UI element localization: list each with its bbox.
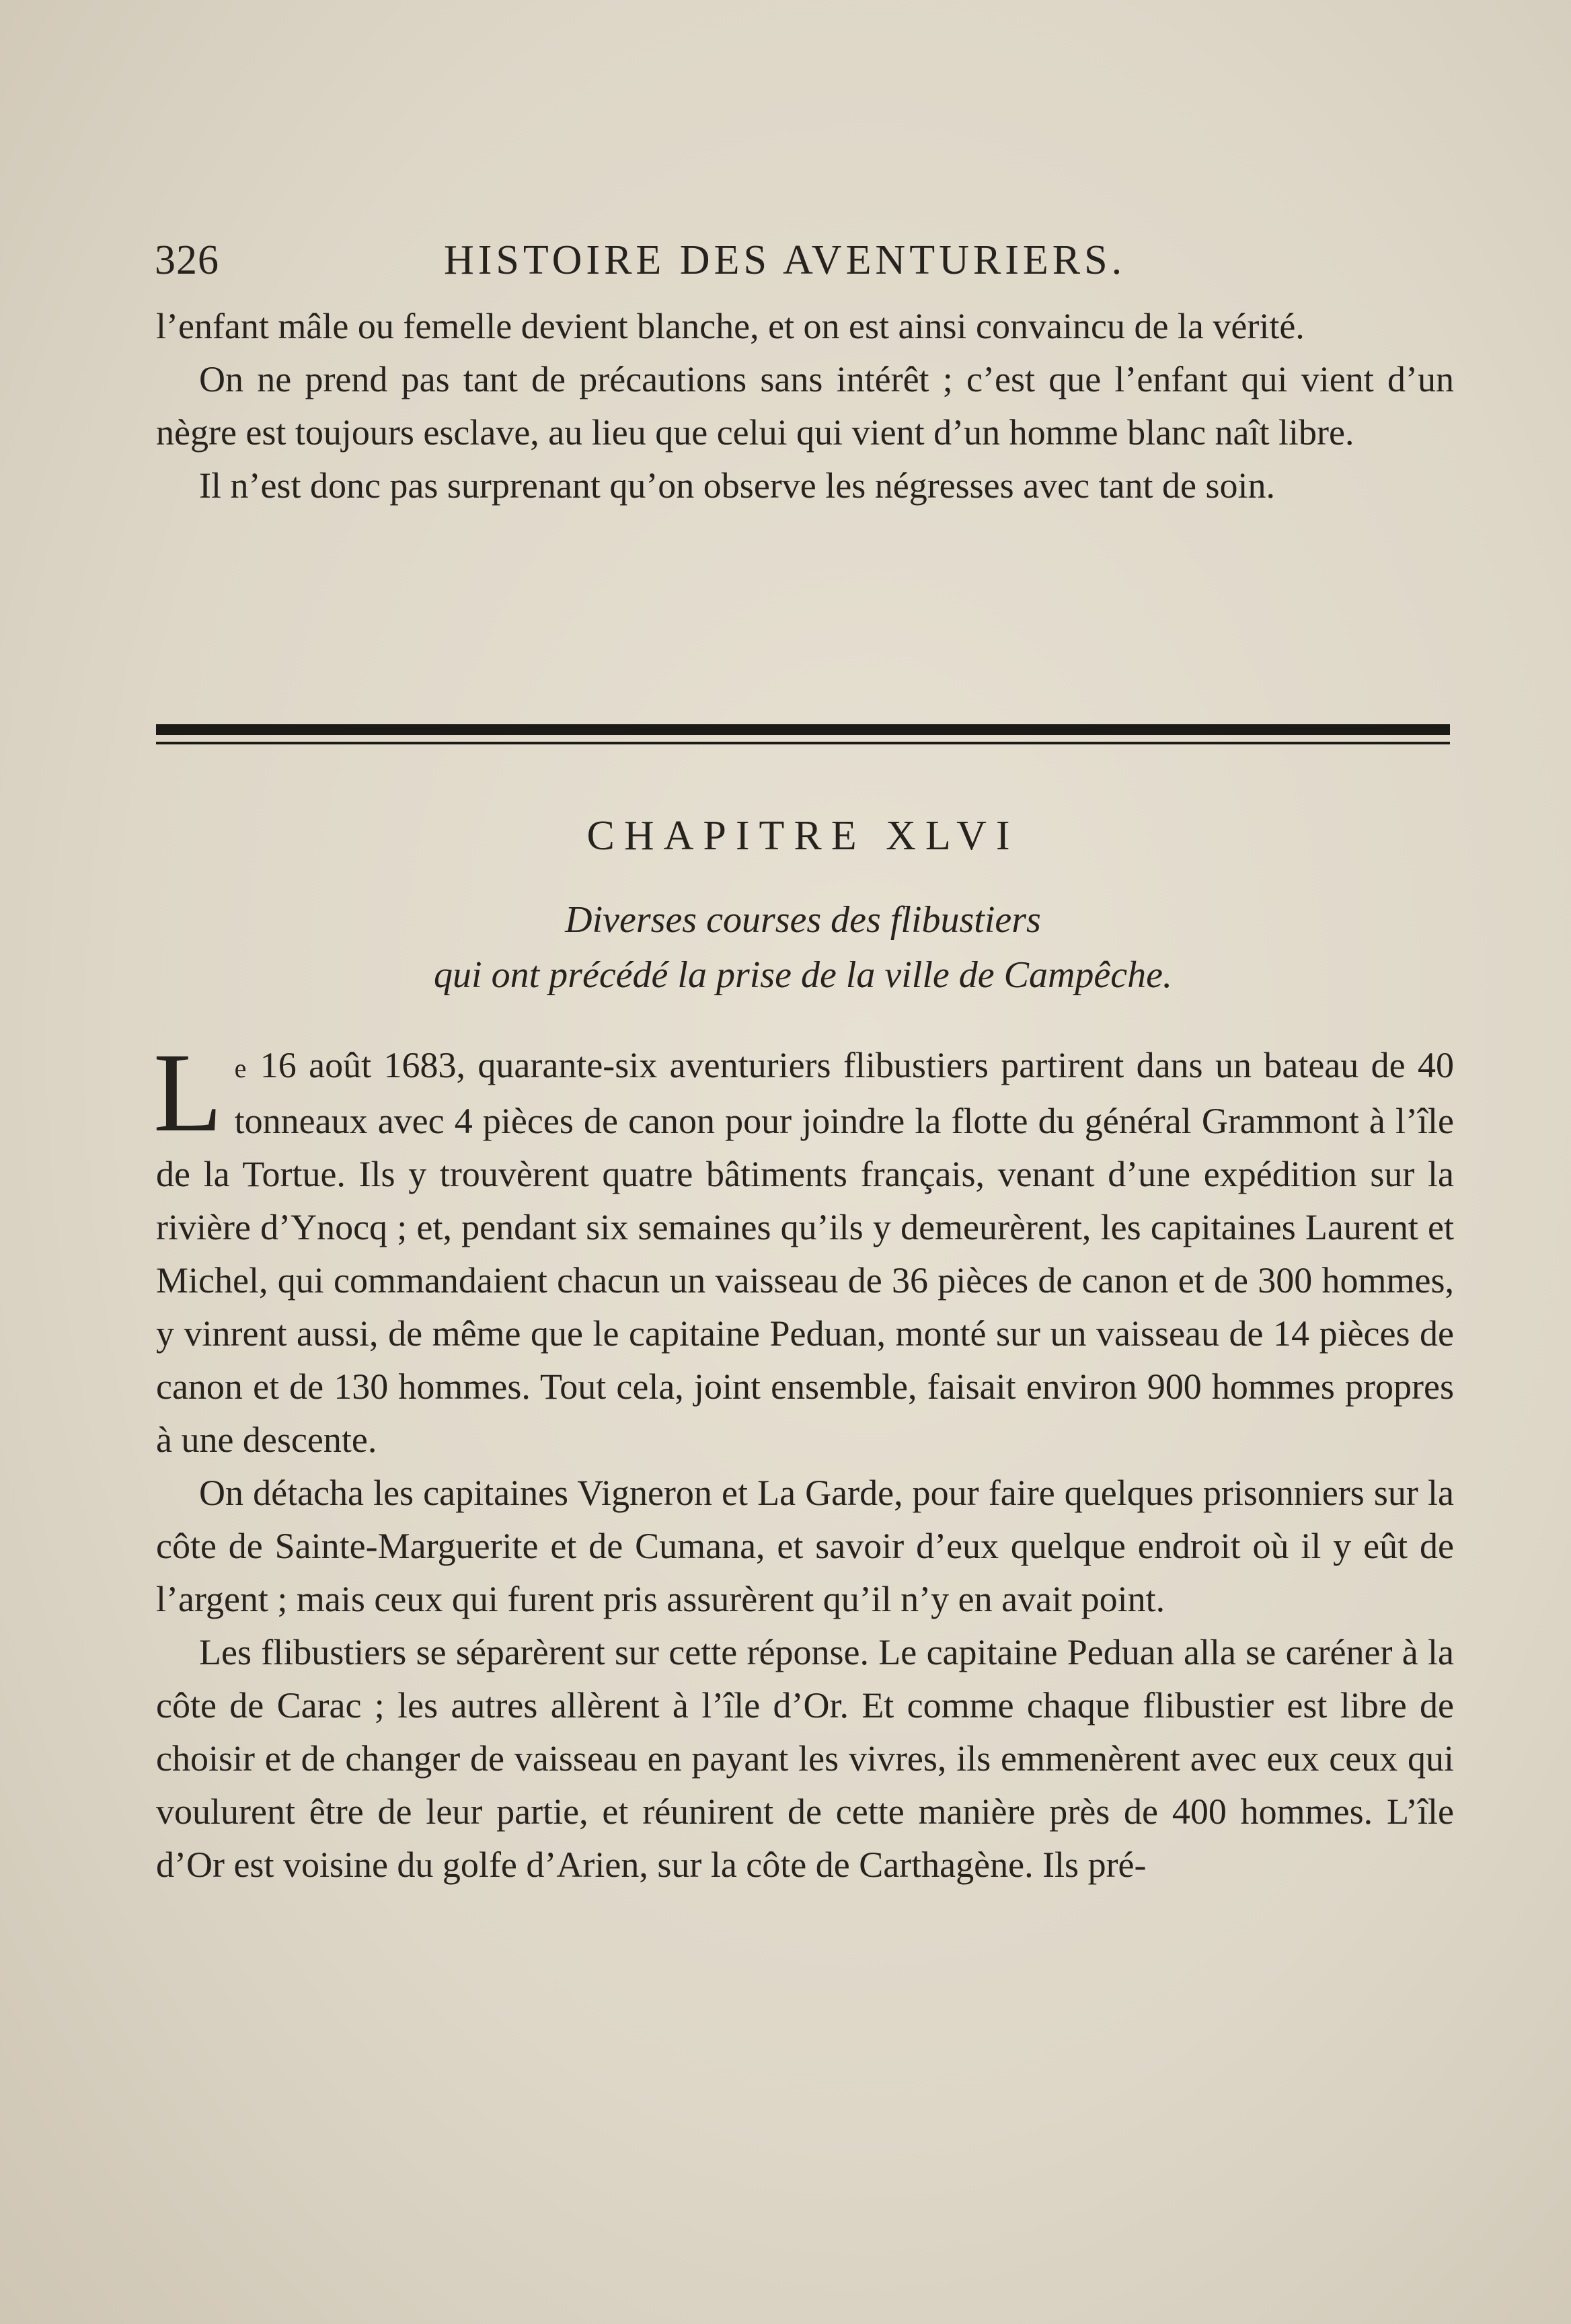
drop-cap: L (153, 1030, 223, 1155)
continued-text (156, 300, 1454, 512)
paragraph: On ne prend pas tant de précautions sans intérêt ; c’est que l’enfant qui vient d’un nègre est toujours esclave, au lieu que celui qui vient d’un homme blanc naît libre. (156, 359, 1454, 453)
paragraph: On détacha les capitaines Vigneron et La Garde, pour faire quelques prisonniers sur la côte de Sainte-Marguerite et de Cumana, et savoir d’eux quelque endroit où il y eût de l’argent ; mais ceux qui furent pris assurèrent qu’il n’y en avait point. (156, 1473, 1454, 1619)
opening-small-caps: e (234, 1053, 248, 1083)
chapter-title: CHAPITRE XLVI (586, 813, 1020, 859)
paragraph: Il n’est donc pas surprenant qu’on observe les négresses avec tant de soin. (199, 465, 1276, 506)
page-header (155, 237, 1453, 290)
page-number: 326 (155, 237, 219, 283)
chapter-body (153, 1030, 1454, 1892)
chapter-divider-thick (156, 724, 1450, 735)
chapter-subtitle-line-2: qui ont précédé la prise de la ville de Campêche. (434, 954, 1172, 996)
opening-paragraph-text: 16 août 1683, quarante-six aventuriers flibustiers partirent dans un bateau de 40 tonneaux avec 4 pièces de canon pour joindre la flotte du général Grammont à l’île de la Tortue. Ils y trouvèrent quatre bâtiments français, venant d’une expédition sur la rivière d’Ynocq ; et, pendant six semaines qu’ils y demeurèrent, les capitaines Laurent et Michel, qui commandaient chacun un vaisseau de 36 pièces de canon et de 300 hommes, y vinrent aussi, de même que le capitaine Peduan, monté sur un vaisseau de 14 pièces de canon et de 130 hommes. Tout cela, joint ensemble, faisait environ 900 hommes propres à une descente. (156, 1045, 1454, 1460)
chapter-subtitle-line-1: Diverses courses des flibustiers (565, 899, 1041, 941)
opening-paragraph (153, 1030, 1454, 1467)
running-head: HISTOIRE DES AVENTURIERS. (444, 237, 1126, 283)
paragraph: l’enfant mâle ou femelle devient blanche, et on est ainsi convaincu de la vérité. (156, 306, 1305, 346)
chapter-divider-thin (156, 742, 1450, 744)
paragraph: Les flibustiers se séparèrent sur cette réponse. Le capitaine Peduan alla se caréner à la côte de Carac ; les autres allèrent à l’île d’Or. Et comme chaque flibustier est libre de choisir et de changer de vaisseau en payant les vivres, ils emmenèrent avec eux ceux qui voulurent être de leur partie, et réunirent de cette manière près de 400 hommes. L’île d’Or est voisine du golfe d’Arien, sur la côte de Carthagène. Ils pré- (156, 1632, 1454, 1885)
